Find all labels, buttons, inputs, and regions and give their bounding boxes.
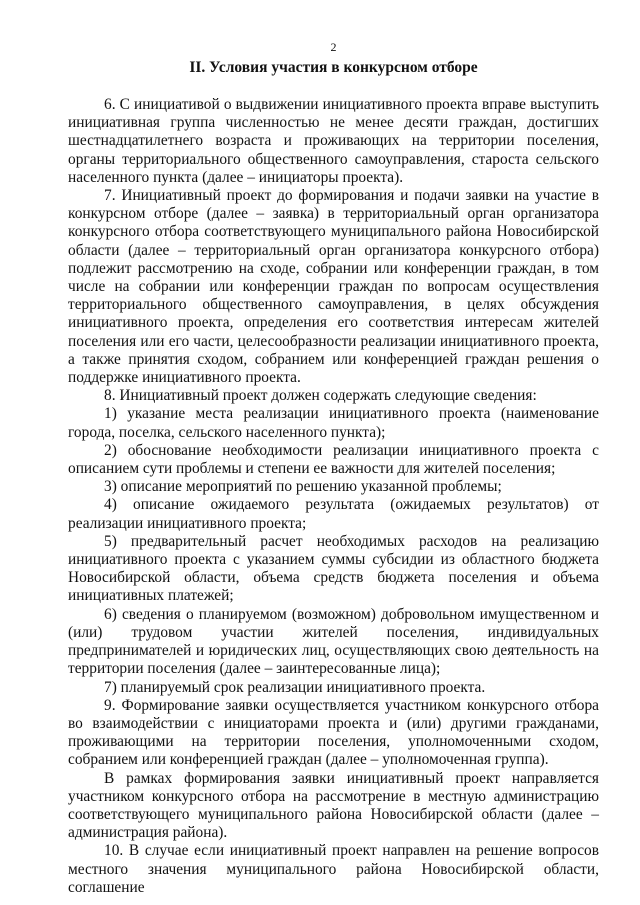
list-item-6: 6) сведения о планируемом (возможном) добровольном имущественном и (или) трудовом участии жителей поселения, индивидуальных предпринимателей и юридических лиц, осуществляющих свою деятельность на территории поселения (далее – заинтересованные лица); (68, 605, 599, 678)
paragraph-item-7: 7. Инициативный проект до формирования и подачи заявки на участие в конкурсном отборе (далее – заявка) в территориальный орган организатора конкурсного отбора соответствующего муниципального района Новосибирской области (далее – территориальный орган организатора конкурсного отбора) подлежит рассмотрению на сходе, собрании или конференции граждан, в том числе на собрании или конференции граждан по вопросам осуществления территориального общественного самоуправления, в целях обсуждения инициативного проекта, определения его соответствия интересам жителей поселения или его части, целесообразности реализации инициативного проекта, а также принятия сходом, собранием или конференцией граждан решения о поддержке инициативного проекта. (68, 187, 599, 387)
list-item-2: 2) обоснование необходимости реализации инициативного проекта с описанием сути проблемы и степени ее важности для жителей поселения; (68, 441, 599, 478)
section-title: II. Условия участия в конкурсном отборе (189, 59, 478, 76)
list-item-5: 5) предварительный расчет необходимых расходов на реализацию инициативного проекта с указанием суммы субсидии из областного бюджета Новосибирской области, объема средств бюджета поселения и объема инициативных платежей; (68, 532, 599, 605)
list-item-7: 7) планируемый срок реализации инициативного проекта. (104, 678, 486, 696)
page-number: 2 (330, 40, 337, 54)
paragraph-item-8: 8. Инициативный проект должен содержать следующие сведения: (104, 387, 537, 405)
paragraph-item-10: 10. В случае если инициативный проект направлен на решение вопросов местного значения муниципального района Новосибирской области, соглашение (68, 842, 599, 896)
paragraph-item-9-continued: В рамках формирования заявки инициативный проект направляется участником конкурсного отбора на рассмотрение в местную администрацию соответствующего муниципального района Новосибирской области (далее – администрация района). (68, 769, 599, 842)
list-item-1: 1) указание места реализации инициативного проекта (наименование города, поселка, сельского населенного пункта); (68, 405, 599, 441)
document-page (68, 40, 599, 897)
paragraph-item-9: 9. Формирование заявки осуществляется участником конкурсного отбора во взаимодействии с инициаторами проекта и (или) другими гражданами, проживающими на территории поселения, уполномоченными сходом, собранием или конференцией граждан (далее – уполномоченная группа). (68, 696, 599, 769)
paragraph-item-6: 6. С инициативой о выдвижении инициативного проекта вправе выступить инициативная группа численностью не менее десяти граждан, достигших шестнадцатилетнего возраста и проживающих на территории поселения, органы территориального общественного самоуправления, староста сельского населенного пункта (далее – инициаторы проекта). (68, 96, 599, 186)
list-item-3: 3) описание мероприятий по решению указанной проблемы; (104, 478, 502, 496)
list-item-4: 4) описание ожидаемого результата (ожидаемых результатов) от реализации инициативного проекта; (68, 496, 599, 532)
